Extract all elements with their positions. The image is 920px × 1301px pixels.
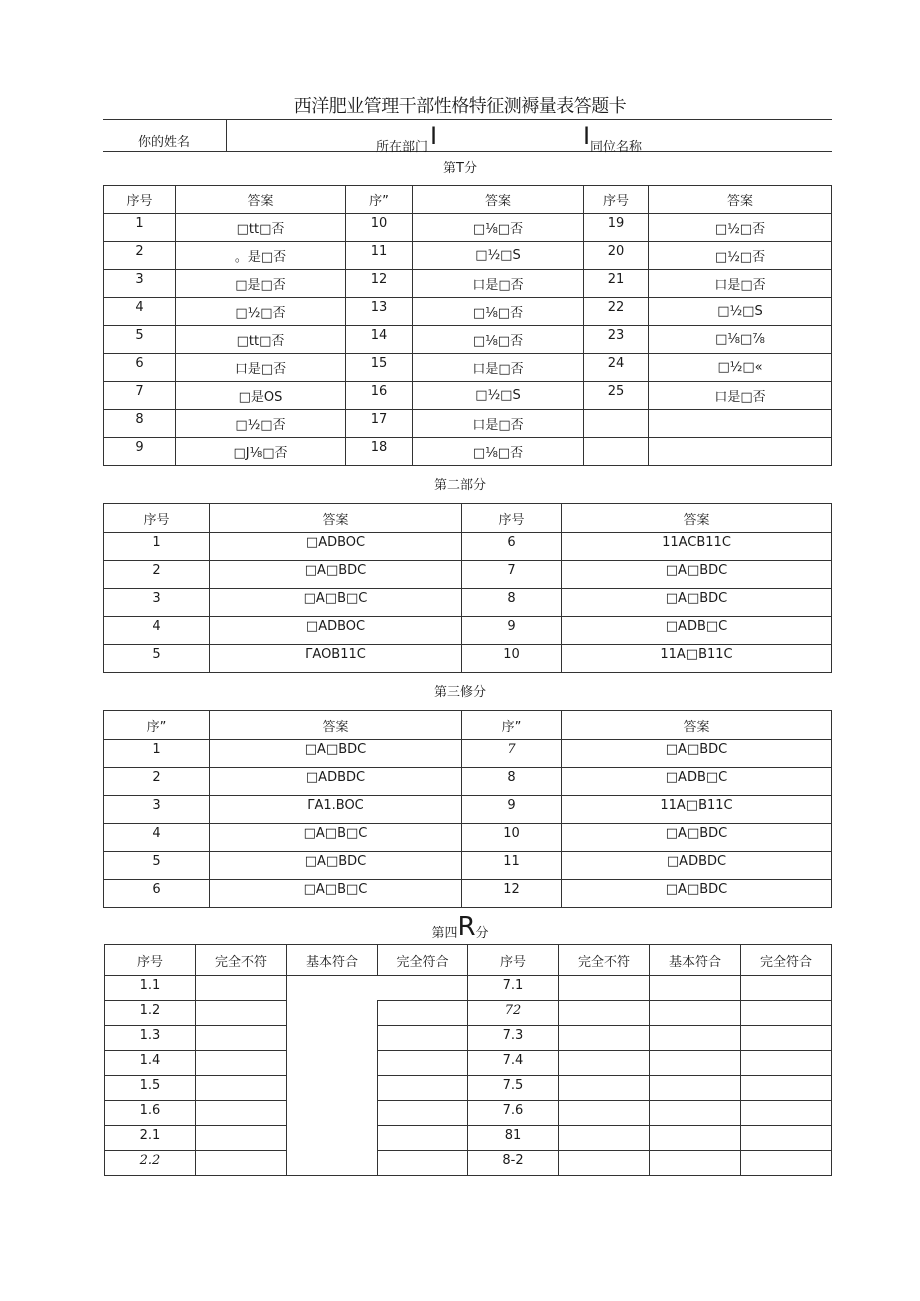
item-number: 1.2 xyxy=(105,1001,196,1026)
table-row xyxy=(105,1101,832,1126)
column-header: 答案 xyxy=(210,504,462,533)
response-cell-basic-match[interactable] xyxy=(650,1126,741,1151)
answer-choice[interactable]: 口是□否 xyxy=(413,270,584,298)
answer-choice[interactable]: □⅛□否 xyxy=(413,438,584,466)
table-row xyxy=(104,354,832,382)
response-cell-full-match[interactable] xyxy=(741,1151,832,1176)
question-number: 15 xyxy=(346,354,413,382)
item-number: 7.3 xyxy=(468,1026,559,1051)
question-number: 1 xyxy=(104,214,176,242)
question-number: 7 xyxy=(104,382,176,410)
question-number: 9 xyxy=(462,617,562,645)
column-header: 序号 xyxy=(104,504,210,533)
question-number: 5 xyxy=(104,852,210,880)
question-number: 6 xyxy=(104,880,210,908)
position-field-marker[interactable]: I xyxy=(583,122,591,150)
document-title: 西洋肥业管理干部性格特征测褥量表答题卡 xyxy=(293,96,627,117)
part2-header-row xyxy=(104,504,832,533)
response-cell-not-match[interactable] xyxy=(196,1001,287,1026)
answer-choice[interactable]: 口是□否 xyxy=(413,410,584,438)
answer-choice[interactable]: 。是□否 xyxy=(176,242,346,270)
response-cell-not-match[interactable] xyxy=(196,1076,287,1101)
question-number: 5 xyxy=(104,326,176,354)
part4-header-row xyxy=(105,945,832,976)
answer-choice[interactable]: □ADBDC xyxy=(210,768,462,796)
question-number: 8 xyxy=(104,410,176,438)
response-cell-basic-match[interactable] xyxy=(650,1051,741,1076)
question-number: 6 xyxy=(104,354,176,382)
part1-title: 第T分 xyxy=(443,161,477,176)
answer-choice[interactable]: □A□B□C xyxy=(210,880,462,908)
part2-title: 第二部分 xyxy=(433,478,486,493)
table-row xyxy=(104,852,832,880)
answer-choice[interactable]: □⅛□否 xyxy=(413,214,584,242)
answer-choice[interactable]: □½□否 xyxy=(649,214,832,242)
table-row xyxy=(104,740,832,768)
department-label: 所在部门 xyxy=(376,140,429,155)
response-cell-basic-match[interactable] xyxy=(650,1151,741,1176)
response-cell-full-match[interactable] xyxy=(378,1151,468,1176)
answer-choice[interactable]: 11ACB11C xyxy=(562,533,832,561)
item-number: 8-2 xyxy=(468,1151,559,1176)
response-cell-not-match[interactable] xyxy=(559,1076,650,1101)
answer-choice[interactable]: □½□S xyxy=(413,382,584,410)
item-number: 7.1 xyxy=(468,976,559,1001)
answer-choice[interactable]: □½□S xyxy=(413,242,584,270)
question-number: 2 xyxy=(104,561,210,589)
answer-choice[interactable]: □是□否 xyxy=(176,270,346,298)
part3-table xyxy=(103,710,832,908)
answer-choice[interactable]: 11A□B11C xyxy=(562,645,832,673)
answer-choice[interactable]: ΓAOB11C xyxy=(210,645,462,673)
answer-choice[interactable]: □tt□否 xyxy=(176,326,346,354)
table-row xyxy=(105,1001,832,1026)
table-row xyxy=(104,326,832,354)
answer-choice[interactable]: □A□BDC xyxy=(562,824,832,852)
table-row xyxy=(104,880,832,908)
question-number: 19 xyxy=(584,214,649,242)
answer-choice[interactable]: □J⅛□否 xyxy=(176,438,346,466)
question-number: 6 xyxy=(462,533,562,561)
column-header: 基本符合 xyxy=(650,945,741,976)
question-number: 11 xyxy=(462,852,562,880)
column-header: 答案 xyxy=(210,711,462,740)
table-row xyxy=(105,1126,832,1151)
question-number xyxy=(584,438,649,466)
response-cell-not-match[interactable] xyxy=(559,1026,650,1051)
item-number: 7.6 xyxy=(468,1101,559,1126)
response-cell-not-match[interactable] xyxy=(196,1101,287,1126)
response-cell-basic-match[interactable] xyxy=(650,1101,741,1126)
question-number: 4 xyxy=(104,824,210,852)
question-number: 1 xyxy=(104,533,210,561)
answer-choice[interactable]: □½□否 xyxy=(176,410,346,438)
question-number: 17 xyxy=(346,410,413,438)
table-row xyxy=(104,533,832,561)
column-header: 答案 xyxy=(562,711,832,740)
answer-choice[interactable]: ΓA1.BOC xyxy=(210,796,462,824)
column-header: 序号 xyxy=(468,945,559,976)
response-cell-not-match[interactable] xyxy=(196,1151,287,1176)
table-row xyxy=(104,645,832,673)
column-header: 序号 xyxy=(584,186,649,214)
question-number: 4 xyxy=(104,298,176,326)
item-number: 7.4 xyxy=(468,1051,559,1076)
column-header: 答案 xyxy=(176,186,346,214)
table-row xyxy=(105,1076,832,1101)
response-cell-full-match[interactable] xyxy=(378,1001,468,1026)
question-number: 12 xyxy=(462,880,562,908)
question-number: 14 xyxy=(346,326,413,354)
response-cell-full-match[interactable] xyxy=(741,1026,832,1051)
column-header: 序” xyxy=(346,186,413,214)
item-number: 2.1 xyxy=(105,1126,196,1151)
answer-choice[interactable]: □ADB□C xyxy=(562,768,832,796)
question-number: 9 xyxy=(462,796,562,824)
question-number: 1 xyxy=(104,740,210,768)
item-number: 1.3 xyxy=(105,1026,196,1051)
response-cell-basic-match[interactable] xyxy=(650,976,741,1001)
answer-choice xyxy=(649,438,832,466)
part1-table xyxy=(103,185,832,466)
answer-choice[interactable]: 11A□B11C xyxy=(562,796,832,824)
response-cell-not-match[interactable] xyxy=(196,1126,287,1151)
column-header: 基本符合 xyxy=(287,945,378,976)
position-label: 同位名称 xyxy=(590,140,643,155)
header-divider xyxy=(226,119,227,151)
question-number: 3 xyxy=(104,796,210,824)
answer-choice xyxy=(649,410,832,438)
part3-title: 第三修分 xyxy=(433,685,486,700)
question-number: 18 xyxy=(346,438,413,466)
response-cell-full-match[interactable] xyxy=(741,1101,832,1126)
answer-choice[interactable]: 口是□否 xyxy=(413,354,584,382)
column-header: 序号 xyxy=(105,945,196,976)
answer-choice[interactable]: □⅛□否 xyxy=(413,326,584,354)
answer-choice[interactable]: □A□BDC xyxy=(210,852,462,880)
response-cell-full-match[interactable] xyxy=(741,1076,832,1101)
answer-choice[interactable]: □A□BDC xyxy=(562,740,832,768)
question-number: 10 xyxy=(462,824,562,852)
header-bottom-rule xyxy=(103,151,832,152)
question-number xyxy=(584,410,649,438)
item-number: 2.2 xyxy=(105,1151,196,1176)
question-number: 7 xyxy=(462,561,562,589)
question-number: 2 xyxy=(104,242,176,270)
item-number: 1.4 xyxy=(105,1051,196,1076)
answer-choice[interactable]: □⅛□否 xyxy=(413,298,584,326)
response-cell-not-match[interactable] xyxy=(196,1026,287,1051)
table-row xyxy=(105,1151,832,1176)
item-number: 1.5 xyxy=(105,1076,196,1101)
question-number: 25 xyxy=(584,382,649,410)
question-number: 11 xyxy=(346,242,413,270)
header-top-rule xyxy=(103,119,832,120)
response-cell-not-match[interactable] xyxy=(559,1101,650,1126)
answer-choice[interactable]: □是OS xyxy=(176,382,346,410)
answer-choice[interactable]: □⅛□⅞ xyxy=(649,326,832,354)
item-number: 1.1 xyxy=(105,976,196,1001)
response-cell-not-match[interactable] xyxy=(559,1001,650,1026)
table-row xyxy=(104,382,832,410)
question-number: 5 xyxy=(104,645,210,673)
column-header: 完全不符 xyxy=(559,945,650,976)
answer-choice[interactable]: □A□BDC xyxy=(562,880,832,908)
column-header: 完全符合 xyxy=(378,945,468,976)
merged-blank-column xyxy=(287,1001,378,1176)
question-number: 24 xyxy=(584,354,649,382)
part1-header-row xyxy=(104,186,832,214)
table-row xyxy=(104,214,832,242)
question-number: 3 xyxy=(104,589,210,617)
table-row xyxy=(104,438,832,466)
answer-choice[interactable]: 口是□否 xyxy=(649,270,832,298)
table-row xyxy=(104,796,832,824)
table-row xyxy=(104,298,832,326)
answer-choice[interactable]: □ADBOC xyxy=(210,533,462,561)
answer-choice[interactable]: □½□« xyxy=(649,354,832,382)
table-row xyxy=(104,242,832,270)
table-row xyxy=(104,561,832,589)
part4-title xyxy=(0,912,920,942)
table-row xyxy=(104,768,832,796)
response-cell-full-match[interactable] xyxy=(741,1051,832,1076)
part4-title-glyph: R xyxy=(457,912,476,942)
question-number: 10 xyxy=(346,214,413,242)
answer-choice[interactable]: □ADBDC xyxy=(562,852,832,880)
response-cell-full-match[interactable] xyxy=(378,1076,468,1101)
table-row xyxy=(105,1051,832,1076)
question-number: 20 xyxy=(584,242,649,270)
response-cell-full-match[interactable] xyxy=(741,1126,832,1151)
answer-choice[interactable]: □½□否 xyxy=(176,298,346,326)
question-number: 21 xyxy=(584,270,649,298)
table-row xyxy=(104,617,832,645)
answer-choice[interactable]: □A□BDC xyxy=(210,561,462,589)
column-header: 完全不符 xyxy=(196,945,287,976)
department-field-marker[interactable]: I xyxy=(430,122,438,150)
part4-title-prefix: 第四 xyxy=(431,926,458,941)
question-number: 10 xyxy=(462,645,562,673)
question-number: 9 xyxy=(104,438,176,466)
answer-choice[interactable]: □A□BDC xyxy=(562,561,832,589)
column-header: 序” xyxy=(462,711,562,740)
column-header: 答案 xyxy=(562,504,832,533)
column-header: 序号 xyxy=(462,504,562,533)
answer-choice[interactable]: □ADBOC xyxy=(210,617,462,645)
question-number: 23 xyxy=(584,326,649,354)
response-cell-not-match[interactable] xyxy=(559,1051,650,1076)
table-row xyxy=(104,410,832,438)
answer-choice[interactable]: □½□S xyxy=(649,298,832,326)
response-cell-basic-match[interactable] xyxy=(650,1076,741,1101)
answer-choice[interactable]: □½□否 xyxy=(649,242,832,270)
answer-choice[interactable]: 口是□否 xyxy=(649,382,832,410)
item-number: 1.6 xyxy=(105,1101,196,1126)
response-cell-full-match[interactable] xyxy=(378,1051,468,1076)
response-cell-not-match[interactable] xyxy=(559,1151,650,1176)
part4-title-suffix: 分 xyxy=(475,926,489,941)
table-row xyxy=(105,976,832,1001)
response-cell-full-match[interactable] xyxy=(741,1001,832,1026)
answer-choice[interactable]: □A□BDC xyxy=(210,740,462,768)
table-row xyxy=(105,1026,832,1051)
response-cell-full-match[interactable] xyxy=(378,1026,468,1051)
response-cell-full-match[interactable] xyxy=(378,1101,468,1126)
column-header: 答案 xyxy=(413,186,584,214)
response-cell-full-match[interactable] xyxy=(741,976,832,1001)
part2-table xyxy=(103,503,832,673)
question-number: 8 xyxy=(462,768,562,796)
item-number: 72 xyxy=(468,1001,559,1026)
column-header: 完全符合 xyxy=(741,945,832,976)
question-number: 22 xyxy=(584,298,649,326)
merged-blank-cell xyxy=(287,976,468,1001)
part4-table xyxy=(104,944,832,1176)
column-header: 序” xyxy=(104,711,210,740)
table-row xyxy=(104,589,832,617)
response-cell-not-match[interactable] xyxy=(559,976,650,1001)
question-number: 4 xyxy=(104,617,210,645)
name-label: 你的姓名 xyxy=(138,135,191,150)
answer-choice[interactable]: □A□B□C xyxy=(210,589,462,617)
answer-choice[interactable]: □A□B□C xyxy=(210,824,462,852)
question-number: 13 xyxy=(346,298,413,326)
response-cell-basic-match[interactable] xyxy=(650,1026,741,1051)
response-cell-not-match[interactable] xyxy=(196,1051,287,1076)
question-number: 16 xyxy=(346,382,413,410)
answer-choice[interactable]: □ADB□C xyxy=(562,617,832,645)
column-header: 答案 xyxy=(649,186,832,214)
answer-choice[interactable]: 口是□否 xyxy=(176,354,346,382)
response-cell-basic-match[interactable] xyxy=(650,1001,741,1026)
item-number: 81 xyxy=(468,1126,559,1151)
column-header: 序号 xyxy=(104,186,176,214)
answer-choice[interactable]: □tt□否 xyxy=(176,214,346,242)
question-number: 2 xyxy=(104,768,210,796)
item-number: 7.5 xyxy=(468,1076,559,1101)
response-cell-full-match[interactable] xyxy=(378,1126,468,1151)
question-number: 3 xyxy=(104,270,176,298)
response-cell-not-match[interactable] xyxy=(559,1126,650,1151)
question-number: 12 xyxy=(346,270,413,298)
table-row xyxy=(104,824,832,852)
table-row xyxy=(104,270,832,298)
answer-choice[interactable]: □A□BDC xyxy=(562,589,832,617)
question-number: 7 xyxy=(462,740,562,768)
response-cell-not-match[interactable] xyxy=(196,976,287,1001)
question-number: 8 xyxy=(462,589,562,617)
part3-header-row xyxy=(104,711,832,740)
